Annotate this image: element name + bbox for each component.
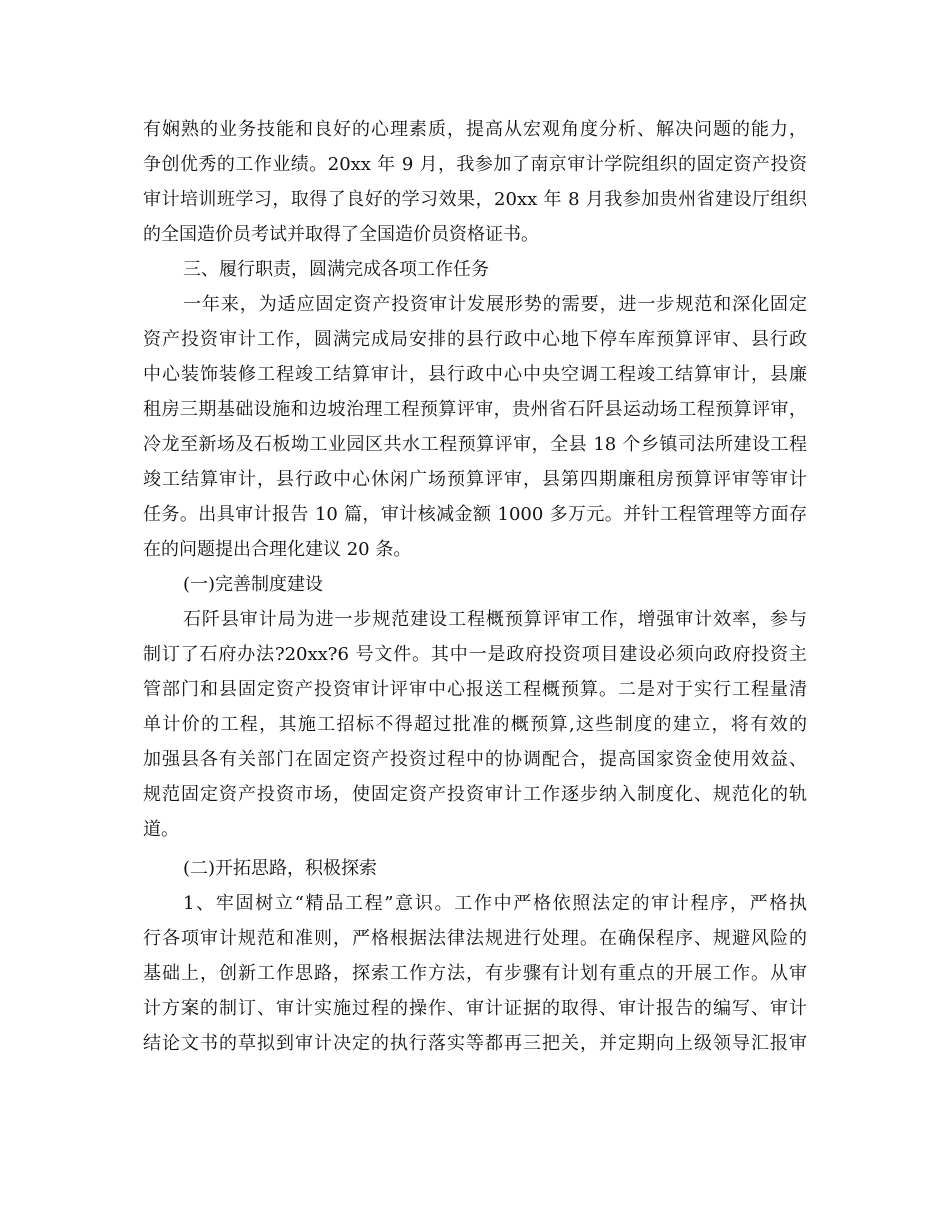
text-line: 竣工结算审计，县行政中心休闲广场预算评审，县第四期廉租房预算评审等审计 <box>143 469 807 490</box>
text-line: 单计价的工程，其施工招标不得超过批准的概预算,这些制度的建立，将有效的 <box>143 714 807 735</box>
subsection-heading: (二)开拓思路，积极探索 <box>183 858 378 879</box>
text-line: 道。 <box>143 819 179 840</box>
text-line: 争创优秀的工作业绩。20xx 年 9 月，我参加了南京审计学院组织的固定资产投资 <box>143 154 807 175</box>
text-line: 审计培训班学习，取得了良好的学习效果，20xx 年 8 月我参加贵州省建设厅组织 <box>143 189 807 210</box>
text-line: 一年来，为适应固定资产投资审计发展形势的需要，进一步规范和深化固定 <box>183 294 807 315</box>
text-line: 冷龙至新场及石板坳工业园区共水工程预算评审，全县 18 个乡镇司法所建设工程 <box>143 434 807 455</box>
text-line: 基础上，创新工作思路，探索工作方法，有步骤有计划有重点的开展工作。从审 <box>143 963 807 984</box>
text-line: 行各项审计规范和准则，严格根据法律法规进行处理。在确保程序、规避风险的 <box>143 928 807 949</box>
text-line: 1、牢固树立“精品工程”意识。工作中严格依照法定的审计程序，严格执 <box>183 893 807 914</box>
text-line: 资产投资审计工作，圆满完成局安排的县行政中心地下停车库预算评审、县行政 <box>143 329 807 350</box>
subsection-heading: (一)完善制度建设 <box>183 574 324 595</box>
section-heading: 三、履行职责，圆满完成各项工作任务 <box>183 259 489 280</box>
text-line: 中心装饰装修工程竣工结算审计，县行政中心中央空调工程竣工结算审计，县廉 <box>143 364 807 385</box>
text-line: 管部门和县固定资产投资审计评审中心报送工程概预算。二是对于实行工程量清 <box>143 679 807 700</box>
text-line: 结论文书的草拟到审计决定的执行落实等都再三把关，并定期向上级领导汇报审 <box>143 1033 807 1054</box>
text-line: 有娴熟的业务技能和良好的心理素质，提高从宏观角度分析、解决问题的能力， <box>143 119 807 140</box>
text-line: 规范固定资产投资市场，使固定资产投资审计工作逐步纳入制度化、规范化的轨 <box>143 784 807 805</box>
text-line: 租房三期基础设施和边坡治理工程预算评审，贵州省石阡县运动场工程预算评审， <box>143 399 807 420</box>
text-line: 任务。出具审计报告 10 篇，审计核减金额 1000 多万元。并针工程管理等方面存 <box>143 504 807 525</box>
document-body <box>143 112 807 1061</box>
text-line: 加强县各有关部门在固定资产投资过程中的协调配合，提高国家资金使用效益、 <box>143 749 807 770</box>
text-line: 计方案的制订、审计实施过程的操作、审计证据的取得、审计报告的编写、审计 <box>143 998 807 1019</box>
text-line: 在的问题提出合理化建议 20 条。 <box>143 539 412 560</box>
text-line: 制订了石府办法?20xx?6 号文件。其中一是政府投资项目建设必须向政府投资主 <box>143 644 807 665</box>
text-line: 的全国造价员考试并取得了全国造价员资格证书。 <box>143 224 539 245</box>
text-line: 石阡县审计局为进一步规范建设工程概预算评审工作，增强审计效率，参与 <box>183 609 807 630</box>
